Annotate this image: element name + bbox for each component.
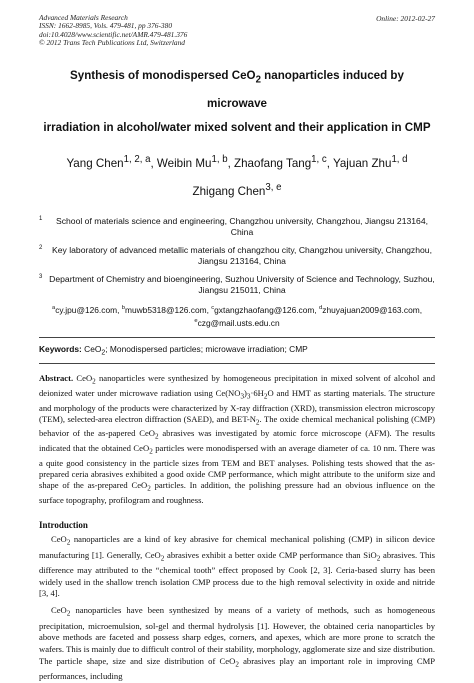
issn-line: ISSN: 1662-8985, Vols. 479-481, pp 376-380 bbox=[39, 21, 173, 31]
email-link[interactable]: gxtangzhaofang@126.com, bbox=[214, 304, 317, 315]
copyright-line: © 2012 Trans Tech Publications Ltd, Switzerland bbox=[39, 38, 185, 48]
author-name: Zhaofang Tang bbox=[234, 156, 312, 170]
journal-name: Advanced Materials Research bbox=[39, 13, 128, 22]
divider bbox=[39, 337, 435, 338]
abstract: Abstract. CeO$_2$ nanoparticles were synthesized by homogeneous precipitation in mixed solvent of alcohol and deionized water under microwave radiation using $Ce(NO_3)_3\cdot 6H_2O$ and HMT as starting materials. The structure and morphology of the products were characterized by X-ray diffraction (XRD), transmission electron microscopy (TEM), selected-area electron diffraction (SAED), and BET-$N_2$. The oxide chemical mechanical polishing (CMP) behavior of the as-papered CeO$_2$ abrasives was investigated by atomic force microscope (AFM). The results indicated that the obtained CeO$_2$ particles were monodispersed with an average diameter of ca. 10 nm. There was a quite good consistency in the particle sizes from TEM and BET analyses. Polishing tests showed that the as-prepared ceria abrasives exhibited a good oxide CMP performance, which might attribute to the uniform size and shape of the as-prepared CeO$_2$ particles. In addition, the polishing pressure had an obvious influence on the surface topography, profilogram and roughness. bbox=[39, 372, 435, 506]
title-line-1: Synthesis of monodispersed CeO$_2$ nanoparticles induced by microwave bbox=[70, 68, 404, 110]
affiliation-list bbox=[39, 216, 435, 297]
email-link[interactable]: cy.jpu@126.com, bbox=[55, 304, 120, 315]
keywords: Keywords: CeO$_2$; Monodispersed particles; microwave irradiation; CMP bbox=[39, 344, 308, 357]
affiliation-item: 3 Department of Chemistry and bioengineering, Suzhou University of Science and Technology, Suzhou, Jiangsu 215011, China bbox=[39, 273, 435, 296]
affiliation-item: 2 Key laboratory of advanced metallic materials of changzhou city, Changzhou university, Changzhou, Jiangsu 213164, China bbox=[39, 244, 432, 267]
title-line-2: irradiation in alcohol/water mixed solvent and their application in CMP bbox=[43, 120, 431, 134]
author-list: Yang Chen$^{1, 2, a}$, Weibin Mu$^{1, b}$, Zhaofang Tang$^{1, c}$, Yajuan Zhu$^{1, d}$ Zhigang Chen$^{3, e}$ bbox=[66, 153, 408, 198]
abstract-label: Abstract. bbox=[39, 372, 74, 383]
affiliation-item: 1 School of materials science and engineering, Changzhou university, Changzhou, Jiangsu 213164, China bbox=[39, 215, 428, 238]
section-heading: Introduction bbox=[39, 520, 88, 531]
divider bbox=[39, 363, 435, 364]
author-name: Zhigang Chen bbox=[192, 184, 266, 198]
email-link[interactable]: zhuyajuan2009@163.com, bbox=[322, 304, 423, 315]
online-date: Online: 2012-02-27 bbox=[376, 14, 435, 23]
keywords-label: Keywords: bbox=[39, 344, 82, 355]
author-name: Yang Chen bbox=[66, 156, 124, 170]
intro-paragraph-2: CeO$_2$ nanoparticles have been synthesized by means of a variety of methods, such as homogeneous precipitation, microemulsion, sol-gel and thermal hydrolysis [1]. However, the obtained ceria nanoparticles by above methods are faceted and possess sharp edges, corners, and apexes, which are more prone to scratch the wafers. This is mainly due to difficult control of their stability, morphology, agglomerate size and size distribution. The particle shape, size and size distribution of CeO$_2$ abrasives play an important role in improving CMP performances, including bbox=[39, 605, 435, 682]
paper-title bbox=[39, 64, 435, 140]
intro-paragraph-1: CeO$_2$ nanoparticles are a kind of key abrasive for chemical mechanical polishing (CMP) in silicon device manufacturing [1]. Generally, CeO$_2$ abrasives exhibit a better oxide CMP performance than SiO$_2$ abrasives. This difference may attributed to the “chemical tooth” effect proposed by Cook [2, 3]. Ceria-based slurry has been widely used in the shallow trench isolation CMP process due to the high removal selectivity in oxide and nitride [3, 4]. bbox=[39, 534, 435, 599]
author-name: Weibin Mu bbox=[156, 156, 212, 170]
email-list: $^a$cy.jpu@126.com, $^b$muwb5318@126.com, $^c$gxtangzhaofang@126.com, $^d$zhuyajuan2009@163.com, $^e$czg@mail.usts.edu.cn bbox=[51, 304, 423, 328]
doi-line[interactable]: doi:10.4028/www.scientific.net/AMR.479-481.376 bbox=[39, 29, 188, 39]
email-link[interactable]: czg@mail.usts.edu.cn bbox=[197, 317, 280, 328]
author-name: Yajuan Zhu bbox=[332, 156, 392, 170]
email-link[interactable]: muwb5318@126.com, bbox=[124, 304, 209, 315]
